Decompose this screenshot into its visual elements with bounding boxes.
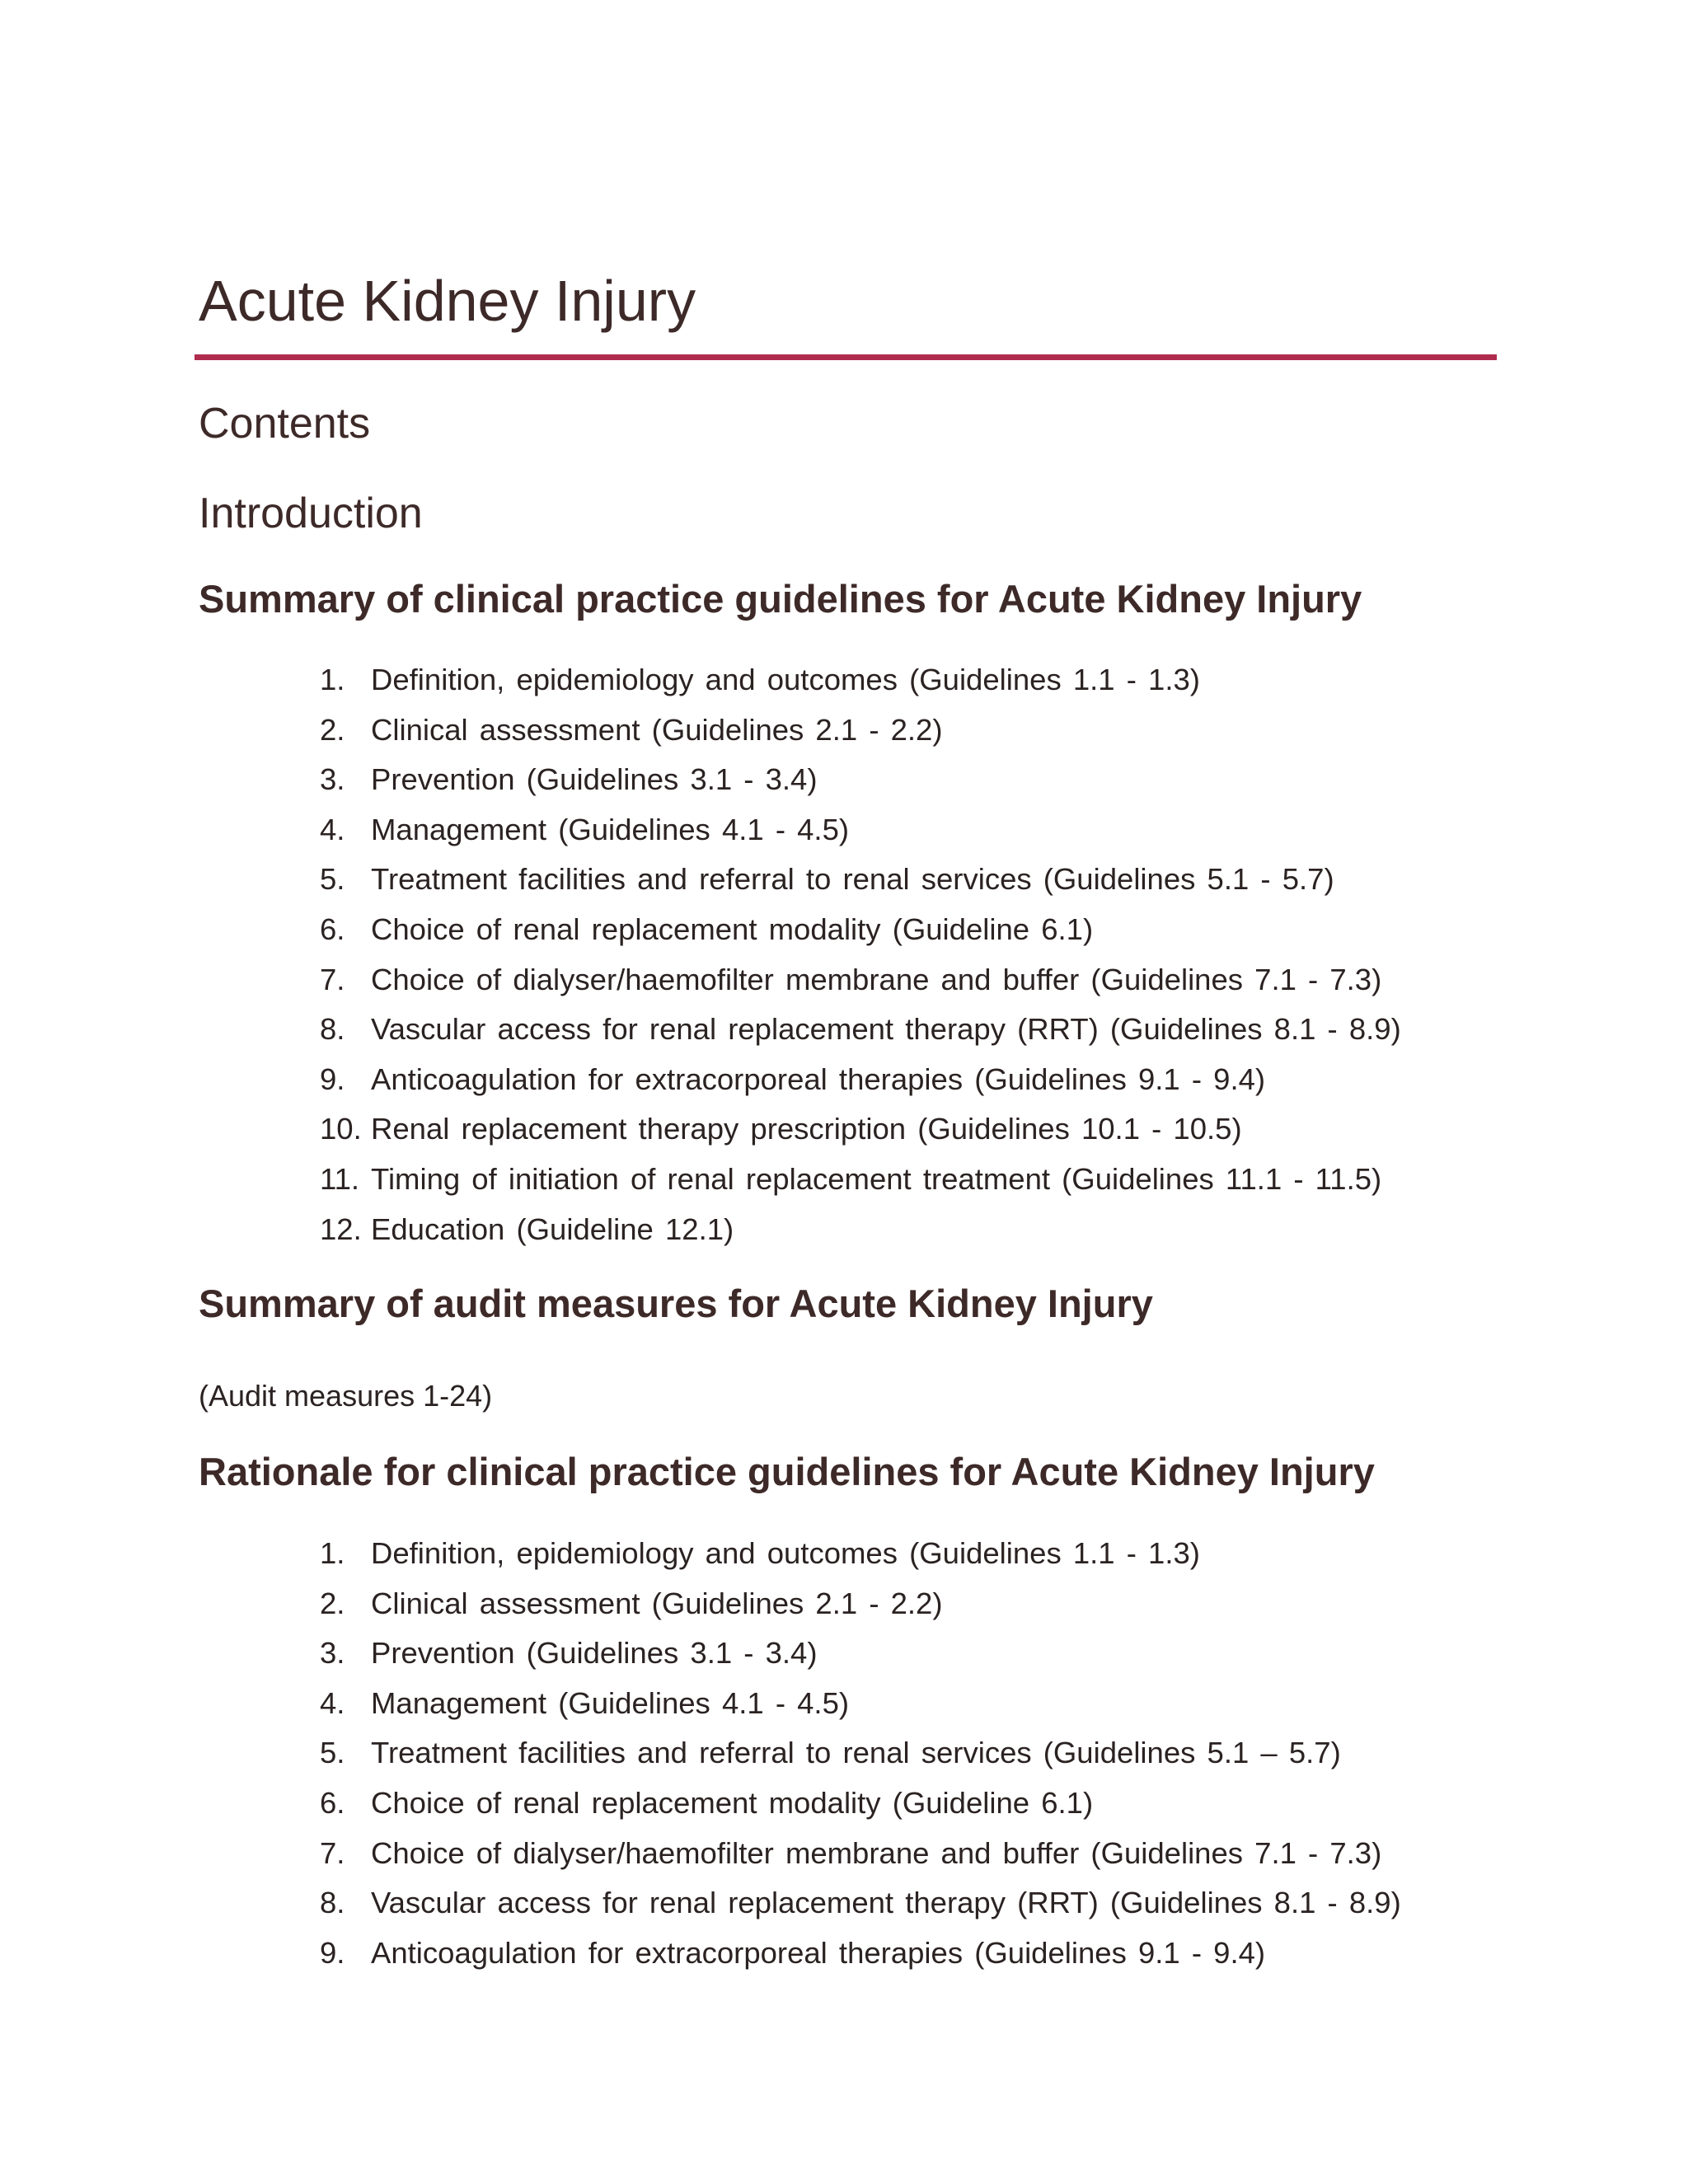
list-item[interactable] <box>320 1062 1401 1115</box>
list-item[interactable] <box>320 1114 1401 1165</box>
title-divider <box>195 354 1497 360</box>
item-label: Timing of initiation of renal replacement treatment (Guidelines 11.1 - 11.5) <box>371 1161 1382 1196</box>
item-label: Vascular access for renal replacement therapy (RRT) (Guidelines 8.1 - 8.9) <box>371 1012 1401 1047</box>
item-number: 7. <box>320 1835 345 1870</box>
section-heading-audit-measures: Summary of audit measures for Acute Kidney Injury <box>199 1282 1153 1325</box>
item-label: Education (Guideline 12.1) <box>371 1212 734 1246</box>
item-label: Prevention (Guidelines 3.1 - 3.4) <box>371 1636 818 1671</box>
list-item[interactable] <box>320 1685 1401 1739</box>
clinical-guidelines-list <box>320 665 1401 1264</box>
list-item[interactable] <box>320 762 1401 815</box>
item-number: 2. <box>320 712 345 747</box>
list-item[interactable] <box>320 912 1401 965</box>
section-heading-rationale: Rationale for clinical practice guidelines for Acute Kidney Injury <box>199 1450 1375 1493</box>
list-item[interactable] <box>320 1935 1401 1989</box>
item-label: Choice of renal replacement modality (Guideline 6.1) <box>371 912 1094 946</box>
list-item[interactable] <box>320 1785 1401 1839</box>
item-label: Definition, epidemiology and outcomes (Guidelines 1.1 - 1.3) <box>371 663 1200 696</box>
item-number: 9. <box>320 1935 345 1970</box>
list-item[interactable] <box>320 862 1401 915</box>
item-label: Treatment facilities and referral to renal services (Guidelines 5.1 - 5.7) <box>371 862 1334 897</box>
item-number: 1. <box>320 663 345 696</box>
item-number: 8. <box>320 1012 345 1047</box>
audit-measures-note: (Audit measures 1-24) <box>199 1379 493 1413</box>
list-item[interactable] <box>320 1212 1401 1265</box>
item-label: Choice of dialyser/haemofilter membrane and buffer (Guidelines 7.1 - 7.3) <box>371 1835 1382 1870</box>
item-number: 4. <box>320 812 345 846</box>
item-number: 12. <box>320 1212 362 1246</box>
item-number: 1. <box>320 1536 345 1570</box>
item-number: 10. <box>320 1112 362 1146</box>
list-item[interactable] <box>320 1586 1401 1639</box>
item-label: Clinical assessment (Guidelines 2.1 - 2.2) <box>371 1586 943 1620</box>
list-item[interactable] <box>320 1738 1401 1788</box>
item-label: Vascular access for renal replacement therapy (RRT) (Guidelines 8.1 - 8.9) <box>371 1886 1401 1920</box>
item-number: 6. <box>320 1785 345 1820</box>
item-number: 4. <box>320 1685 345 1720</box>
list-item[interactable] <box>320 1012 1401 1065</box>
section-heading-clinical-guidelines: Summary of clinical practice guidelines for Acute Kidney Injury <box>199 577 1362 621</box>
item-label: Management (Guidelines 4.1 - 4.5) <box>371 812 850 846</box>
item-number: 8. <box>320 1886 345 1920</box>
item-number: 5. <box>320 862 345 897</box>
page-title: Acute Kidney Injury <box>199 269 696 333</box>
list-item[interactable] <box>320 1888 1401 1938</box>
item-label: Management (Guidelines 4.1 - 4.5) <box>371 1685 850 1720</box>
item-number: 11. <box>320 1161 360 1196</box>
item-label: Treatment facilities and referral to renal services (Guidelines 5.1 – 5.7) <box>371 1736 1341 1770</box>
item-number: 2. <box>320 1586 345 1620</box>
list-item[interactable] <box>320 1638 1401 1689</box>
item-label: Anticoagulation for extracorporeal therapies (Guidelines 9.1 - 9.4) <box>371 1935 1266 1970</box>
list-item[interactable] <box>320 1161 1401 1215</box>
item-number: 6. <box>320 912 345 946</box>
list-item[interactable] <box>320 812 1401 865</box>
item-label: Renal replacement therapy prescription (Guidelines 10.1 - 10.5) <box>371 1112 1242 1146</box>
item-label: Choice of renal replacement modality (Guideline 6.1) <box>371 1785 1094 1820</box>
item-number: 3. <box>320 762 345 797</box>
item-label: Clinical assessment (Guidelines 2.1 - 2.2) <box>371 712 943 747</box>
item-label: Definition, epidemiology and outcomes (Guidelines 1.1 - 1.3) <box>371 1536 1200 1570</box>
rationale-list <box>320 1536 1401 1988</box>
list-item[interactable] <box>320 712 1401 766</box>
item-label: Choice of dialyser/haemofilter membrane and buffer (Guidelines 7.1 - 7.3) <box>371 962 1382 996</box>
item-number: 3. <box>320 1636 345 1671</box>
list-item[interactable] <box>320 1835 1401 1889</box>
item-label: Prevention (Guidelines 3.1 - 3.4) <box>371 762 818 797</box>
list-item[interactable] <box>320 962 1401 1015</box>
contents-heading: Contents <box>199 400 371 448</box>
item-number: 7. <box>320 962 345 996</box>
item-number: 9. <box>320 1062 345 1096</box>
item-number: 5. <box>320 1736 345 1770</box>
list-item[interactable] <box>320 665 1401 715</box>
list-item[interactable] <box>320 1536 1401 1589</box>
item-label: Anticoagulation for extracorporeal therapies (Guidelines 9.1 - 9.4) <box>371 1062 1266 1096</box>
introduction-heading: Introduction <box>199 490 423 537</box>
